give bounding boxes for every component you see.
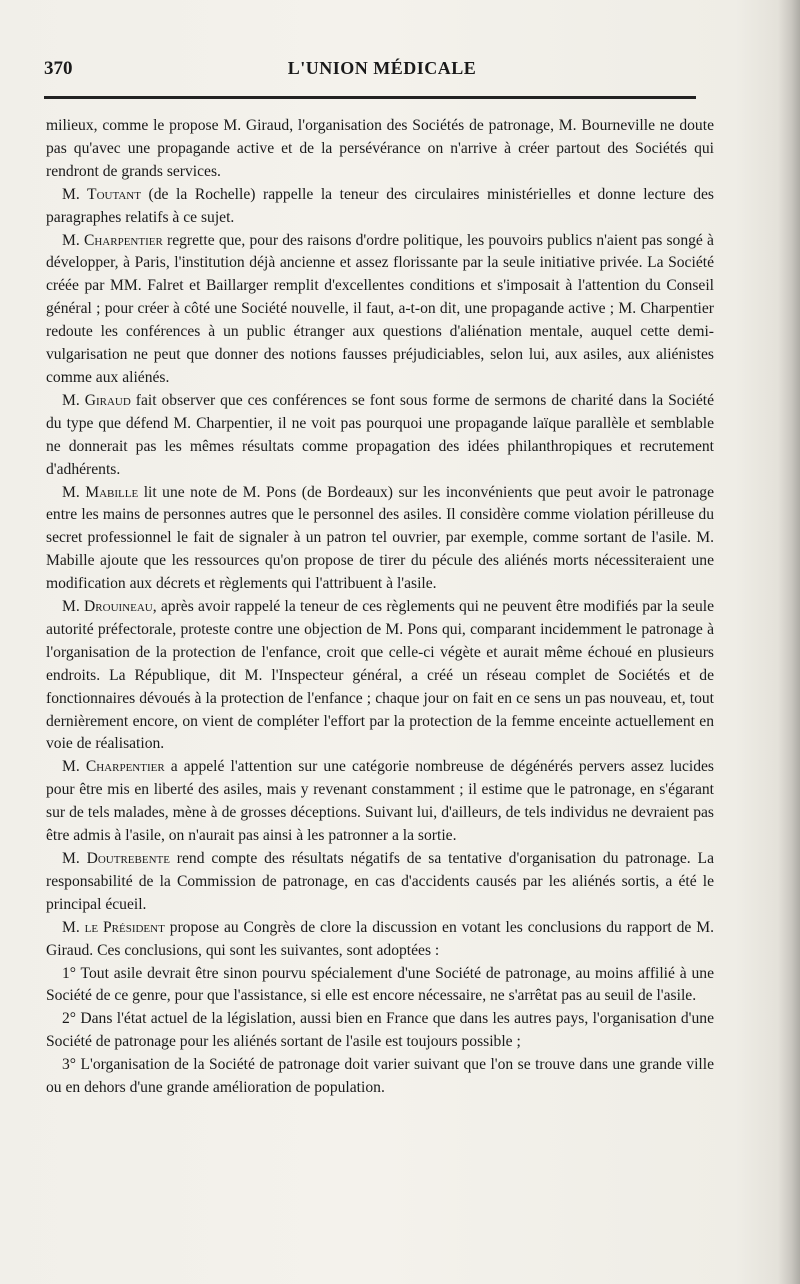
paragraph-text: rend compte des résultats négatifs de sa tentative d'organisation du patronage. La responsabilité de la Commission de patronage, en cas d'accidents causés par les aliénés sortis, a été le principal écueil. (46, 850, 714, 913)
speaker-name: M. Charpentier (62, 758, 165, 776)
page-header (44, 58, 720, 88)
paragraph (46, 596, 714, 756)
speaker-name: M. Giraud (62, 391, 131, 409)
paragraph (46, 230, 714, 390)
paragraph-text: fait observer que ces conférences se font sous forme de sermons de charité dans la Société du type que défend M. Charpentier, il ne voit pas pourquoi une propagande laïque parallèle et semblable ne donnerait pas les mêmes résultats comme propagation des idées philanthropiques et recrutement d'adhérents. (46, 391, 714, 478)
speaker-name: M. le Président (62, 918, 165, 936)
speaker-name: M. Doutrebente (62, 850, 170, 867)
paragraph-text: 3° L'organisation de la Société de patronage doit varier suivant que l'on se trouve dans une grande ville ou en dehors d'une grande amélioration de population. (46, 1056, 714, 1097)
speaker-name: M. Toutant (62, 185, 141, 203)
speaker-name: M. Drouineau (62, 598, 153, 616)
paragraph-text: lit une note de M. Pons (de Bordeaux) sur les inconvénients que peut avoir le patronage entre les mains de personnes autres que le personnel des asiles. Il considère comme violation périlleuse du secret professionnel le fait de signaler à un patron tel ouvrier, par exemple, comme sortant de l'asile. M. Mabille ajoute que les ressources qu'on propose de tirer du pécule des aliénés morts nécessiteraient une modification aux décrets et règlements qui l'attribuent à l'asile. (46, 483, 714, 593)
header-rule (44, 96, 696, 99)
paragraph (46, 390, 714, 482)
paragraph-text: regrette que, pour des raisons d'ordre politique, les pouvoirs publics n'aient pas songé à développer, à Paris, l'institution déjà ancienne et assez florissante par la seule initiative privée. La Société créée par MM. Falret et Baillarger remplit d'excellentes conditions et s'imposait à l'attention du Conseil général ; pour créer à côté une Société nouvelle, il faut, a-t-on dit, une propagande active ; M. Charpentier redoute les conférences à un public étranger aux questions d'aliénation mentale, auquel cette demi-vulgarisation ne peut que donner des notions fausses préjudiciables, selon lui, aux asiles, aux aliénistes comme aux aliénés. (46, 231, 714, 386)
speaker-name: M. Charpentier (62, 231, 163, 249)
paragraph-text: propose au Congrès de clore la discussion en votant les conclusions du rapport de M. Giraud. Ces conclusions, qui sont les suivantes, sont adoptées : (46, 918, 714, 959)
paragraph (46, 482, 714, 597)
running-title: L'UNION MÉDICALE (287, 58, 477, 78)
paragraph (46, 848, 714, 917)
paragraph-text: 1° Tout asile devrait être sinon pourvu spécialement d'une Société de patronage, au moins affilié à une Société de ce genre, pour que l'assistance, si elle est encore nécessaire, ne s'arrêtat pas au seuil de l'asile. (46, 964, 714, 1005)
paragraph (46, 756, 714, 848)
page-edge-shadow (778, 0, 800, 1284)
paragraph-text: a appelé l'attention sur une catégorie nombreuse de dégénérés pervers assez lucides pour être mis en liberté des asiles, mais y revenant constamment ; il estime que le patronage, en s'égarant sur de tels malades, mène à de grosses déceptions. Suivant lui, d'ailleurs, de tels individus ne devraient pas être admis à l'asile, on n'aurait pas ainsi à les patronner a la sortie. (46, 758, 714, 845)
paragraph-text: (de la Rochelle) rappelle la teneur des circulaires ministérielles et donne lecture des paragraphes relatifs à ce sujet. (46, 185, 714, 226)
conclusion-item (46, 1054, 714, 1100)
paragraph-text: 2° Dans l'état actuel de la législation, aussi bien en France que dans les autres pays, l'organisation d'une Société de patronage pour les aliénés sortant de l'asile est toujours possible ; (46, 1010, 714, 1051)
conclusion-item (46, 963, 714, 1009)
body-text (46, 115, 714, 1100)
paragraph-text: , après avoir rappelé la teneur de ces règlements qui ne peuvent être modifiés par la seule autorité préfectorale, proteste contre une objection de M. Pons qui, comparant incidemment le patronage à l'organisation de la protection de l'enfance, croit que celle-ci végète et aurait même échoué en plusieurs endroits. La République, dit M. l'Inspecteur général, a créé un réseau complet de Sociétés et de fonctionnaires dévoués à la protection de l'enfance ; chaque jour on fait en ce sens un pas nouveau, et, tout dernièrement encore, on vient de compléter l'effort par la protection de la femme enceinte actuellement en voie de réalisation. (46, 598, 714, 753)
paragraph (46, 115, 714, 184)
speaker-name: M. Mabille (62, 483, 139, 501)
paragraph (46, 184, 714, 230)
paragraph (46, 917, 714, 963)
page-number: 370 (44, 58, 73, 79)
conclusion-item (46, 1008, 714, 1054)
paragraph-text: milieux, comme le propose M. Giraud, l'organisation des Sociétés de patronage, M. Bourneville ne doute pas qu'avec une propagande active et de la persévérance on n'arrive à créer partout des Sociétés qui rendront de grands services. (46, 117, 714, 180)
